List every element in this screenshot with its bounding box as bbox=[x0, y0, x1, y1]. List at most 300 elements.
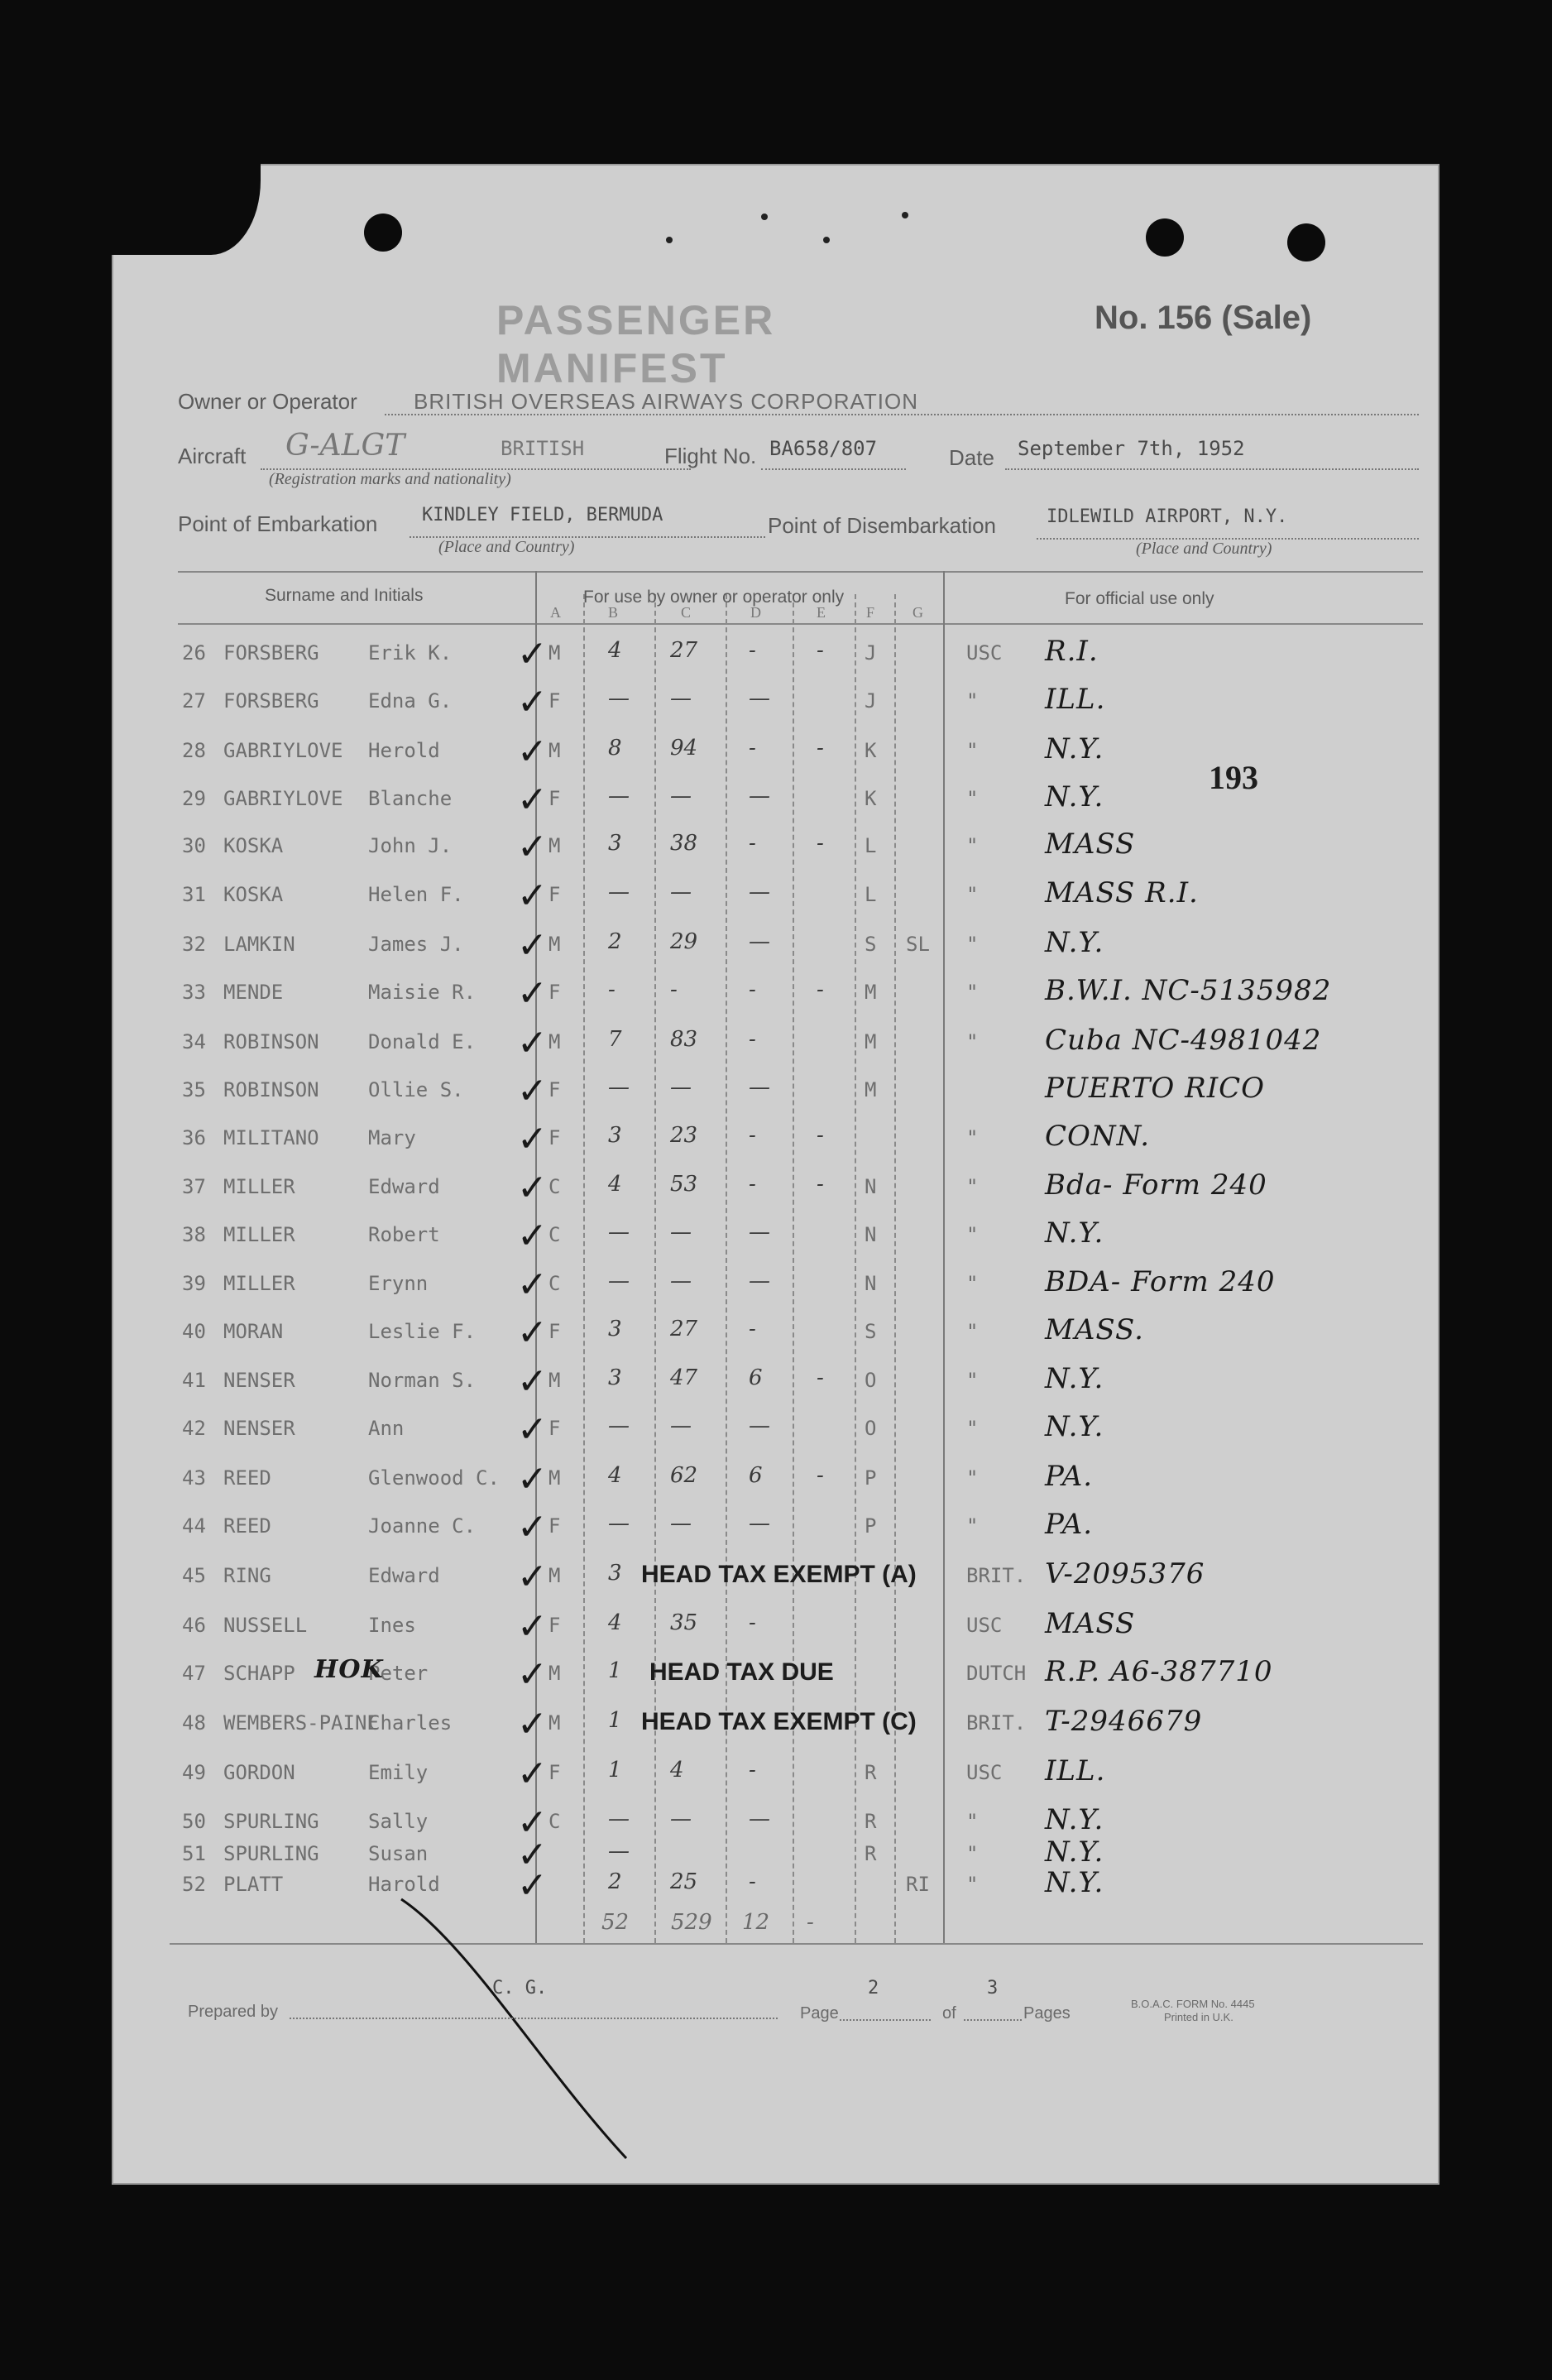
check-mark-icon: ✓ bbox=[517, 1022, 548, 1064]
row-col-d: - bbox=[749, 1317, 756, 1341]
row-citizenship: " bbox=[966, 1810, 979, 1833]
check-mark-icon: ✓ bbox=[517, 1605, 548, 1648]
row-col-a: M bbox=[548, 1466, 561, 1490]
row-col-b: 4 bbox=[608, 1463, 622, 1488]
row-col-f: M bbox=[865, 1078, 877, 1101]
row-col-d: — bbox=[749, 1269, 770, 1293]
check-mark-icon: ✓ bbox=[517, 1753, 548, 1795]
row-col-e: - bbox=[817, 1365, 824, 1390]
row-col-c: 25 bbox=[670, 1869, 698, 1894]
row-surname: ROBINSON bbox=[223, 1078, 319, 1101]
row-given-name: Norman S. bbox=[368, 1369, 477, 1392]
row-col-c: 53 bbox=[670, 1172, 698, 1197]
row-number: 42 bbox=[182, 1417, 206, 1440]
row-col-b: — bbox=[608, 686, 630, 711]
row-col-c: 29 bbox=[670, 929, 698, 954]
row-col-f: S bbox=[865, 933, 877, 956]
column-header-owner: For use by owner or operator only bbox=[583, 588, 845, 607]
column-header-names: Surname and Initials bbox=[265, 586, 424, 605]
date-value: September 7th, 1952 bbox=[1018, 437, 1245, 460]
check-mark-icon: ✓ bbox=[517, 1070, 548, 1112]
row-col-c: — bbox=[670, 1075, 692, 1100]
row-destination: N.Y. bbox=[1045, 1835, 1104, 1869]
check-mark-icon: ✓ bbox=[517, 1408, 548, 1451]
row-col-c: — bbox=[670, 1511, 692, 1536]
row-surname: WEMBERS-PAINE bbox=[223, 1711, 379, 1735]
row-given-name: Ollie S. bbox=[368, 1078, 464, 1101]
row-citizenship: " bbox=[966, 1030, 979, 1053]
row-col-f: R bbox=[865, 1761, 877, 1784]
check-mark-icon: ✓ bbox=[517, 826, 548, 868]
row-col-d: - bbox=[749, 1027, 756, 1052]
row-col-a: C bbox=[548, 1272, 561, 1295]
row-col-a: F bbox=[548, 883, 561, 906]
row-col-b: 1 bbox=[608, 1658, 622, 1683]
row-col-a: M bbox=[548, 641, 561, 665]
row-col-d: — bbox=[749, 1511, 770, 1536]
row-col-b: — bbox=[608, 1075, 630, 1100]
row-col-d: — bbox=[749, 1220, 770, 1245]
aircraft-registration: G-ALGT bbox=[285, 429, 405, 463]
row-col-b: — bbox=[608, 880, 630, 904]
row-number: 31 bbox=[182, 883, 206, 906]
row-number: 46 bbox=[182, 1614, 206, 1637]
row-col-g: RI bbox=[906, 1873, 930, 1896]
row-col-e: - bbox=[817, 638, 824, 663]
row-col-f: L bbox=[865, 834, 877, 857]
row-col-c: 23 bbox=[670, 1123, 698, 1148]
flight-label: Flight No. bbox=[664, 444, 757, 468]
prepared-by-value: C. G. bbox=[492, 1978, 548, 1999]
owner-label: Owner or Operator bbox=[178, 389, 357, 414]
row-surname: GORDON bbox=[223, 1761, 295, 1784]
row-number: 29 bbox=[182, 787, 206, 810]
row-col-f: O bbox=[865, 1369, 877, 1392]
row-col-f: J bbox=[865, 689, 877, 713]
total-e: - bbox=[807, 1910, 814, 1935]
row-destination: MASS R.I. bbox=[1045, 876, 1199, 909]
row-col-c: 4 bbox=[670, 1758, 684, 1783]
row-surname: MENDE bbox=[223, 981, 284, 1004]
row-surname: GABRIYLOVE bbox=[223, 739, 343, 762]
row-col-b: — bbox=[608, 1413, 630, 1438]
row-number: 39 bbox=[182, 1272, 206, 1295]
manifest-sheet bbox=[112, 164, 1439, 2185]
row-col-b: 3 bbox=[608, 1561, 622, 1586]
check-mark-icon: ✓ bbox=[517, 1167, 548, 1209]
column-header-official: For official use only bbox=[1065, 589, 1214, 608]
row-col-a: M bbox=[548, 834, 561, 857]
row-col-b: 8 bbox=[608, 736, 622, 761]
row-col-b: 4 bbox=[608, 1610, 622, 1635]
row-col-b: - bbox=[608, 977, 616, 1002]
row-col-b: 3 bbox=[608, 831, 622, 856]
of-label: of bbox=[942, 2004, 956, 2023]
form-number: B.O.A.C. FORM No. 4445 bbox=[1131, 1998, 1255, 2010]
row-given-name: Mary bbox=[368, 1126, 416, 1149]
row-col-d: — bbox=[749, 686, 770, 711]
row-destination: CONN. bbox=[1045, 1120, 1151, 1153]
row-destination: N.Y. bbox=[1045, 1803, 1104, 1836]
row-given-name: Blanche bbox=[368, 787, 453, 810]
row-given-name: Peter bbox=[368, 1662, 429, 1685]
row-col-d: 6 bbox=[749, 1365, 763, 1390]
row-citizenship: USC bbox=[966, 641, 1003, 665]
row-citizenship: BRIT. bbox=[966, 1564, 1027, 1587]
row-col-d: - bbox=[749, 1610, 756, 1635]
row-destination: R.P. A6-387710 bbox=[1045, 1655, 1273, 1688]
column-letter: D bbox=[750, 604, 761, 621]
row-col-c: 38 bbox=[670, 831, 698, 856]
row-citizenship: " bbox=[966, 739, 979, 762]
row-number: 33 bbox=[182, 981, 206, 1004]
row-col-c: — bbox=[670, 880, 692, 904]
row-destination: N.Y. bbox=[1045, 1362, 1104, 1395]
row-number: 35 bbox=[182, 1078, 206, 1101]
row-surname: MILLER bbox=[223, 1272, 295, 1295]
row-given-name: Susan bbox=[368, 1842, 429, 1865]
manifest-number: No. 156 (Sale) bbox=[1095, 300, 1312, 336]
row-col-f: P bbox=[865, 1466, 877, 1490]
row-given-name: Ines bbox=[368, 1614, 416, 1637]
row-citizenship: " bbox=[966, 787, 979, 810]
row-citizenship: " bbox=[966, 1873, 979, 1896]
page-value: 2 bbox=[868, 1978, 879, 1999]
row-col-a: M bbox=[548, 1711, 561, 1735]
row-destination: PA. bbox=[1045, 1460, 1094, 1493]
row-col-c: 94 bbox=[670, 736, 698, 761]
row-destination: PUERTO RICO bbox=[1045, 1072, 1266, 1105]
row-col-b: 4 bbox=[608, 1172, 622, 1197]
row-given-name: Herold bbox=[368, 739, 440, 762]
check-mark-icon: ✓ bbox=[517, 1215, 548, 1257]
owner-value: BRITISH OVERSEAS AIRWAYS CORPORATION bbox=[414, 389, 919, 414]
row-col-d: - bbox=[749, 977, 756, 1002]
row-citizenship: USC bbox=[966, 1614, 1003, 1637]
row-col-e: - bbox=[817, 1463, 824, 1488]
row-col-a: M bbox=[548, 1662, 561, 1685]
row-given-name: James J. bbox=[368, 933, 464, 956]
row-surname: NENSER bbox=[223, 1369, 295, 1392]
row-col-a: C bbox=[548, 1223, 561, 1246]
row-number: 34 bbox=[182, 1030, 206, 1053]
row-col-a: C bbox=[548, 1175, 561, 1198]
row-destination: V-2095376 bbox=[1045, 1557, 1205, 1591]
row-given-name: Harold bbox=[368, 1873, 440, 1896]
row-destination: Bda- Form 240 bbox=[1045, 1168, 1267, 1202]
row-number: 28 bbox=[182, 739, 206, 762]
row-surname: MILITANO bbox=[223, 1126, 319, 1149]
row-col-f: R bbox=[865, 1810, 877, 1833]
row-col-d: - bbox=[749, 831, 756, 856]
row-citizenship: USC bbox=[966, 1761, 1003, 1784]
pen-stroke bbox=[112, 164, 1439, 2185]
row-number: 52 bbox=[182, 1873, 206, 1896]
row-citizenship: " bbox=[966, 1126, 979, 1149]
row-col-f: K bbox=[865, 787, 877, 810]
row-col-a: M bbox=[548, 1369, 561, 1392]
row-col-b: 3 bbox=[608, 1365, 622, 1390]
row-col-b: — bbox=[608, 1269, 630, 1293]
row-destination: N.Y. bbox=[1045, 1410, 1104, 1443]
row-col-b: — bbox=[608, 1839, 630, 1864]
row-given-name: Maisie R. bbox=[368, 981, 477, 1004]
row-destination: R.I. bbox=[1045, 635, 1099, 668]
row-number: 26 bbox=[182, 641, 206, 665]
head-tax-stamp: HEAD TAX DUE bbox=[649, 1658, 834, 1686]
embarkation-label: Point of Embarkation bbox=[178, 511, 378, 536]
row-citizenship: " bbox=[966, 1369, 979, 1392]
row-col-b: — bbox=[608, 1511, 630, 1536]
row-surname: ROBINSON bbox=[223, 1030, 319, 1053]
row-col-f: N bbox=[865, 1223, 877, 1246]
row-number: 32 bbox=[182, 933, 206, 956]
disembarkation-sublabel: (Place and Country) bbox=[1136, 540, 1272, 558]
row-col-a: M bbox=[548, 739, 561, 762]
row-col-a: C bbox=[548, 1810, 561, 1833]
row-col-e: - bbox=[817, 1123, 824, 1148]
check-mark-icon: ✓ bbox=[517, 1802, 548, 1844]
check-mark-icon: ✓ bbox=[517, 779, 548, 821]
stamped-number: 193 bbox=[1209, 759, 1258, 796]
row-col-f: J bbox=[865, 641, 877, 665]
date-label: Date bbox=[949, 445, 994, 470]
check-mark-icon: ✓ bbox=[517, 633, 548, 675]
row-col-c: 27 bbox=[670, 638, 698, 663]
row-col-a: F bbox=[548, 1126, 561, 1149]
head-tax-stamp: HEAD TAX EXEMPT (A) bbox=[641, 1561, 917, 1588]
row-col-f: S bbox=[865, 1320, 877, 1343]
row-col-d: - bbox=[749, 736, 756, 761]
row-col-c: 27 bbox=[670, 1317, 698, 1341]
row-citizenship: " bbox=[966, 883, 979, 906]
row-col-b: — bbox=[608, 784, 630, 809]
row-destination: N.Y. bbox=[1045, 780, 1104, 813]
row-col-f: P bbox=[865, 1514, 877, 1538]
row-given-name: Edward bbox=[368, 1564, 440, 1587]
embarkation-value: KINDLEY FIELD, BERMUDA bbox=[422, 505, 663, 525]
check-mark-icon: ✓ bbox=[517, 1312, 548, 1354]
row-given-name: Sally bbox=[368, 1810, 429, 1833]
row-given-name: Ann bbox=[368, 1417, 405, 1440]
row-col-b: 4 bbox=[608, 638, 622, 663]
handwritten-note: HOK bbox=[314, 1655, 384, 1684]
row-surname: KOSKA bbox=[223, 834, 284, 857]
row-col-a: F bbox=[548, 1761, 561, 1784]
disembarkation-value: IDLEWILD AIRPORT, N.Y. bbox=[1047, 506, 1288, 527]
row-col-a: F bbox=[548, 689, 561, 713]
row-col-f: N bbox=[865, 1175, 877, 1198]
row-col-b: 7 bbox=[608, 1027, 622, 1052]
row-number: 51 bbox=[182, 1842, 206, 1865]
row-col-d: 6 bbox=[749, 1463, 763, 1488]
row-citizenship: " bbox=[966, 1223, 979, 1246]
row-given-name: John J. bbox=[368, 834, 453, 857]
row-citizenship: " bbox=[966, 1272, 979, 1295]
row-col-d: - bbox=[749, 1172, 756, 1197]
row-destination: N.Y. bbox=[1045, 732, 1104, 765]
manifest-title: PASSENGER MANIFEST bbox=[496, 297, 776, 391]
row-given-name: Erynn bbox=[368, 1272, 429, 1295]
row-number: 27 bbox=[182, 689, 206, 713]
row-destination: T-2946679 bbox=[1045, 1705, 1203, 1738]
row-col-d: — bbox=[749, 784, 770, 809]
row-given-name: Edna G. bbox=[368, 689, 453, 713]
row-col-c: — bbox=[670, 784, 692, 809]
flight-value: BA658/807 bbox=[769, 437, 878, 460]
row-surname: REED bbox=[223, 1466, 271, 1490]
row-number: 48 bbox=[182, 1711, 206, 1735]
row-citizenship: DUTCH bbox=[966, 1662, 1027, 1685]
row-number: 37 bbox=[182, 1175, 206, 1198]
row-col-f: L bbox=[865, 883, 877, 906]
row-col-b: 3 bbox=[608, 1123, 622, 1148]
row-surname: SPURLING bbox=[223, 1842, 319, 1865]
row-number: 41 bbox=[182, 1369, 206, 1392]
row-number: 43 bbox=[182, 1466, 206, 1490]
row-surname: SCHAPP bbox=[223, 1662, 295, 1685]
row-col-c: — bbox=[670, 1269, 692, 1293]
printed-in: Printed in U.K. bbox=[1164, 2011, 1233, 2023]
row-given-name: Emily bbox=[368, 1761, 429, 1784]
row-col-f: N bbox=[865, 1272, 877, 1295]
row-col-d: - bbox=[749, 1123, 756, 1148]
row-number: 49 bbox=[182, 1761, 206, 1784]
row-col-g: SL bbox=[906, 933, 930, 956]
row-destination: MASS. bbox=[1045, 1313, 1144, 1346]
row-number: 45 bbox=[182, 1564, 206, 1587]
disembarkation-label: Point of Disembarkation bbox=[768, 513, 997, 538]
row-col-a: F bbox=[548, 1078, 561, 1101]
row-destination: N.Y. bbox=[1045, 1866, 1104, 1899]
row-given-name: Robert bbox=[368, 1223, 440, 1246]
head-tax-stamp: HEAD TAX EXEMPT (C) bbox=[641, 1708, 917, 1735]
total-c: 529 bbox=[671, 1910, 712, 1935]
aircraft-label: Aircraft bbox=[178, 444, 247, 468]
of-value: 3 bbox=[987, 1978, 999, 1999]
row-surname: LAMKIN bbox=[223, 933, 295, 956]
row-citizenship: " bbox=[966, 834, 979, 857]
row-col-a: F bbox=[548, 1514, 561, 1538]
check-mark-icon: ✓ bbox=[517, 1458, 548, 1500]
row-citizenship: BRIT. bbox=[966, 1711, 1027, 1735]
row-citizenship: " bbox=[966, 1320, 979, 1343]
row-citizenship: " bbox=[966, 689, 979, 713]
row-given-name: Leslie F. bbox=[368, 1320, 477, 1343]
aircraft-sublabel: (Registration marks and nationality) bbox=[269, 470, 511, 488]
row-citizenship: " bbox=[966, 981, 979, 1004]
row-destination: MASS bbox=[1045, 1607, 1136, 1640]
page-label: Page bbox=[800, 2004, 839, 2023]
row-destination: ILL. bbox=[1045, 1754, 1106, 1787]
row-col-d: — bbox=[749, 1807, 770, 1831]
row-surname: GABRIYLOVE bbox=[223, 787, 343, 810]
row-col-a: F bbox=[548, 1614, 561, 1637]
check-mark-icon: ✓ bbox=[517, 1360, 548, 1403]
column-letter: F bbox=[866, 604, 875, 621]
aircraft-nationality: BRITISH bbox=[501, 437, 585, 460]
row-destination: N.Y. bbox=[1045, 926, 1104, 959]
row-col-d: — bbox=[749, 1413, 770, 1438]
row-number: 50 bbox=[182, 1810, 206, 1833]
row-citizenship: " bbox=[966, 1514, 979, 1538]
check-mark-icon: ✓ bbox=[517, 1703, 548, 1745]
row-number: 38 bbox=[182, 1223, 206, 1246]
row-given-name: Edward bbox=[368, 1175, 440, 1198]
row-citizenship: " bbox=[966, 1175, 979, 1198]
row-col-f: O bbox=[865, 1417, 877, 1440]
check-mark-icon: ✓ bbox=[517, 1506, 548, 1548]
check-mark-icon: ✓ bbox=[517, 1264, 548, 1306]
row-col-c: — bbox=[670, 686, 692, 711]
check-mark-icon: ✓ bbox=[517, 731, 548, 773]
row-surname: NUSSELL bbox=[223, 1614, 308, 1637]
row-surname: KOSKA bbox=[223, 883, 284, 906]
row-given-name: Joanne C. bbox=[368, 1514, 477, 1538]
row-col-c: 83 bbox=[670, 1027, 698, 1052]
row-col-c: — bbox=[670, 1807, 692, 1831]
row-col-a: F bbox=[548, 1417, 561, 1440]
row-surname: SPURLING bbox=[223, 1810, 319, 1833]
row-col-d: — bbox=[749, 929, 770, 954]
pages-label: Pages bbox=[1023, 2004, 1071, 2023]
row-col-c: — bbox=[670, 1413, 692, 1438]
column-letter: G bbox=[913, 604, 923, 621]
column-letter: E bbox=[817, 604, 826, 621]
row-number: 40 bbox=[182, 1320, 206, 1343]
row-col-f: M bbox=[865, 981, 877, 1004]
row-col-b: — bbox=[608, 1807, 630, 1831]
row-col-d: - bbox=[749, 1869, 756, 1894]
row-col-e: - bbox=[817, 831, 824, 856]
row-col-d: - bbox=[749, 638, 756, 663]
check-mark-icon: ✓ bbox=[517, 972, 548, 1015]
check-mark-icon: ✓ bbox=[517, 1556, 548, 1598]
row-given-name: Helen F. bbox=[368, 883, 464, 906]
row-col-b: 1 bbox=[608, 1708, 622, 1733]
row-col-f: K bbox=[865, 739, 877, 762]
row-destination: BDA- Form 240 bbox=[1045, 1265, 1276, 1298]
row-given-name: Donald E. bbox=[368, 1030, 477, 1053]
row-surname: FORSBERG bbox=[223, 641, 319, 665]
check-mark-icon: ✓ bbox=[517, 924, 548, 967]
row-col-a: M bbox=[548, 933, 561, 956]
row-col-b: 2 bbox=[608, 929, 622, 954]
row-number: 47 bbox=[182, 1662, 206, 1685]
embarkation-sublabel: (Place and Country) bbox=[438, 538, 575, 556]
row-col-d: — bbox=[749, 1075, 770, 1100]
row-col-c: 47 bbox=[670, 1365, 698, 1390]
row-surname: NENSER bbox=[223, 1417, 295, 1440]
row-col-a: F bbox=[548, 981, 561, 1004]
row-col-d: — bbox=[749, 880, 770, 904]
row-destination: N.Y. bbox=[1045, 1216, 1104, 1250]
row-surname: RING bbox=[223, 1564, 271, 1587]
row-col-a: M bbox=[548, 1564, 561, 1587]
row-destination: ILL. bbox=[1045, 683, 1106, 716]
row-col-c: 62 bbox=[670, 1463, 698, 1488]
check-mark-icon: ✓ bbox=[517, 1864, 548, 1907]
row-given-name: Glenwood C. bbox=[368, 1466, 500, 1490]
row-given-name: Charles bbox=[368, 1711, 453, 1735]
row-number: 36 bbox=[182, 1126, 206, 1149]
row-citizenship: " bbox=[966, 1466, 979, 1490]
row-surname: FORSBERG bbox=[223, 689, 319, 713]
check-mark-icon: ✓ bbox=[517, 1653, 548, 1696]
row-surname: REED bbox=[223, 1514, 271, 1538]
row-col-b: 1 bbox=[608, 1758, 622, 1783]
row-destination: B.W.I. NC-5135982 bbox=[1045, 974, 1332, 1007]
